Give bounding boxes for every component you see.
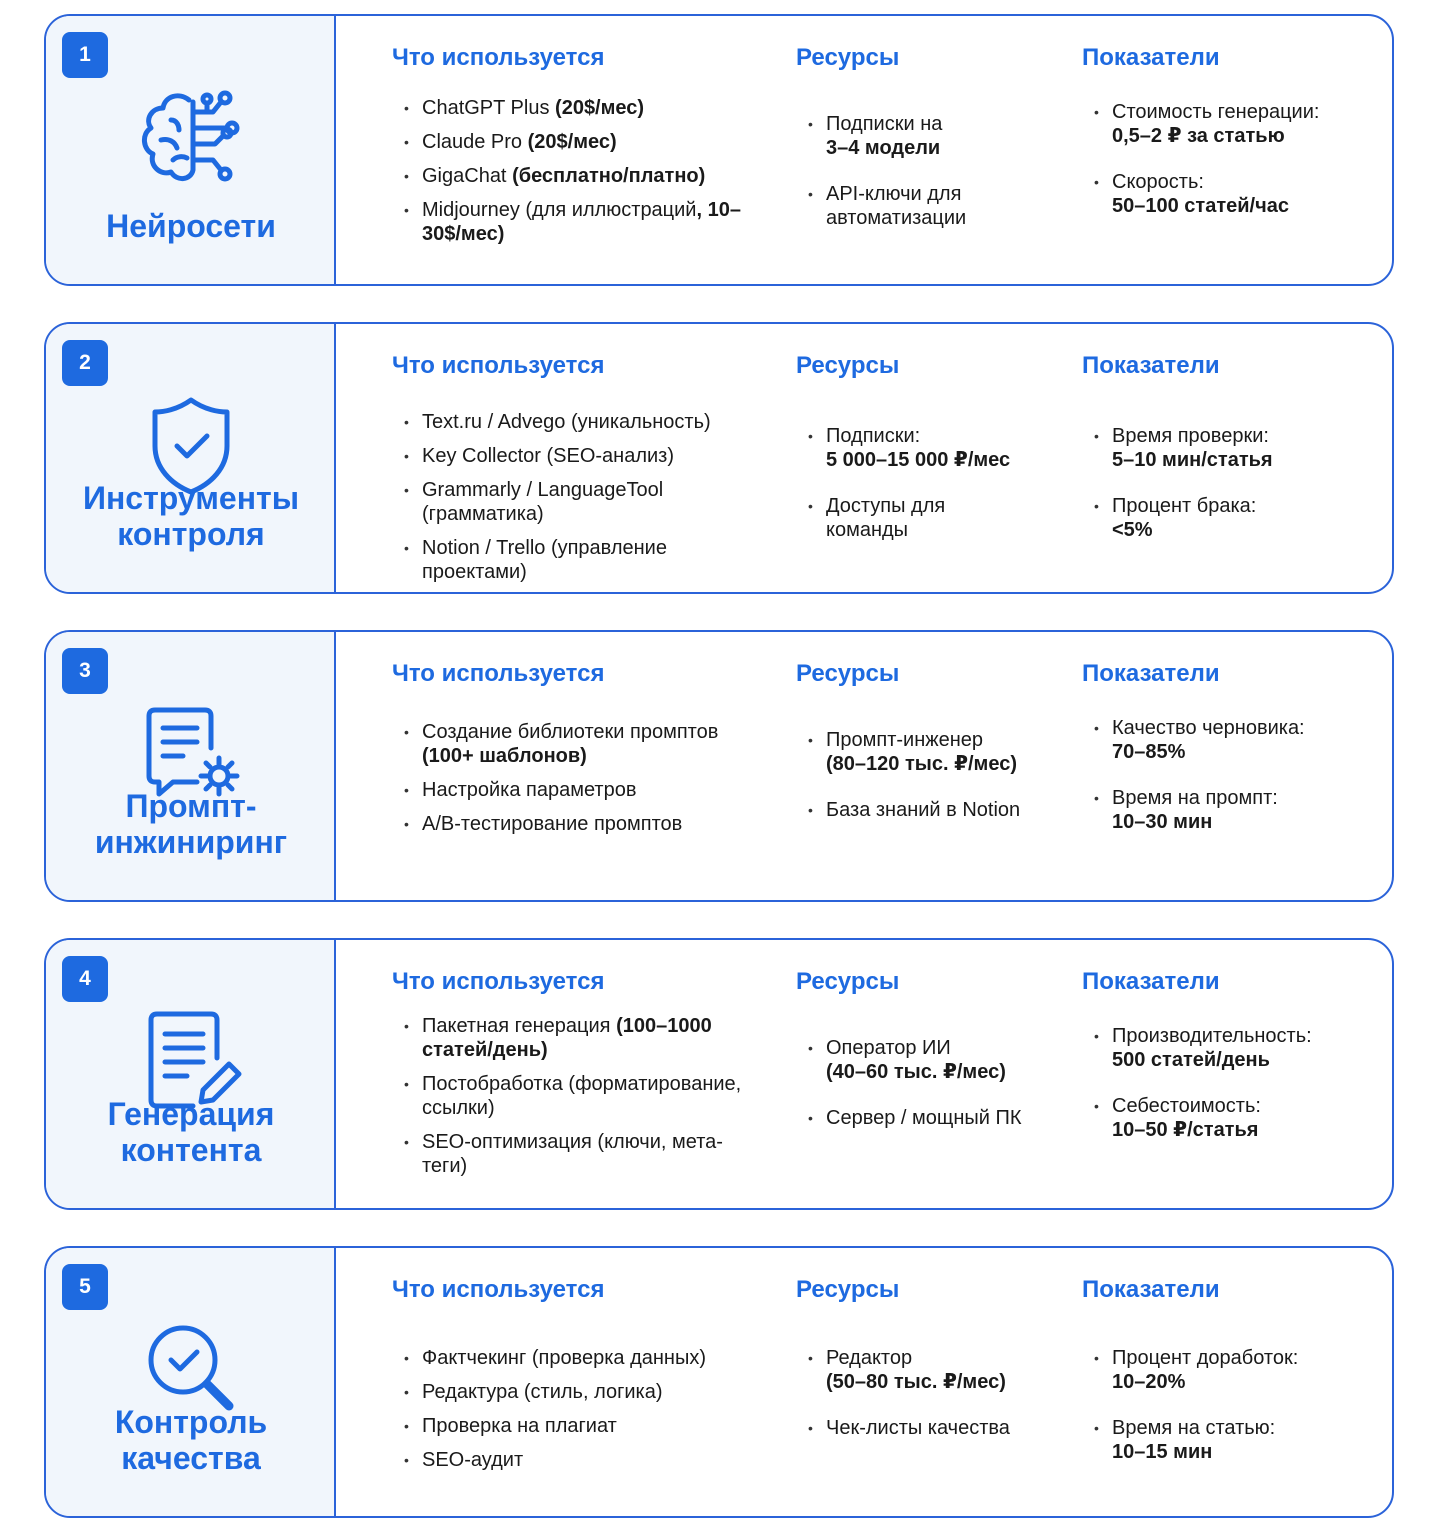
used-item	[392, 1130, 762, 1178]
indicators-column	[1082, 1248, 1392, 1516]
used-item-text: Claude Pro	[422, 131, 528, 153]
ind-item	[1082, 1346, 1352, 1394]
stage-panel	[46, 324, 336, 592]
res-item	[796, 112, 1026, 160]
used-item	[392, 1072, 762, 1120]
used-item	[392, 410, 762, 434]
used-item-text: A/B-тестирование промптов	[422, 813, 683, 835]
used-list	[392, 410, 762, 594]
ind-item-text: Качество черновика:	[1112, 717, 1305, 739]
resources-column	[796, 940, 1066, 1208]
column-heading: Что используется	[392, 1276, 605, 1303]
used-list	[392, 96, 762, 256]
used-item-value: , 10–30$/мес)	[422, 199, 741, 245]
used-item	[392, 720, 762, 768]
res-item-value: 3–4 модели	[826, 137, 941, 159]
used-item-value: (100–1000 статей/день)	[422, 1015, 712, 1061]
ind-item	[1082, 1024, 1352, 1072]
ind-list	[1082, 1346, 1352, 1486]
res-item-text: Доступы для команды	[826, 495, 946, 541]
ind-item-text: Себестоимость:	[1112, 1095, 1261, 1117]
column-heading: Показатели	[1082, 968, 1220, 995]
stage-title-line: контента	[120, 1132, 262, 1168]
ind-list	[1082, 424, 1352, 564]
res-item	[796, 1346, 1026, 1394]
res-item	[796, 182, 1026, 230]
used-item-text: Text.ru / Advego (уникальность)	[422, 411, 711, 433]
used-item	[392, 478, 762, 526]
used-item-text: Настройка параметров	[422, 779, 637, 801]
indicators-column	[1082, 940, 1392, 1208]
ind-list	[1082, 716, 1352, 856]
ind-item	[1082, 170, 1352, 218]
stage-title	[46, 788, 336, 860]
used-item	[392, 96, 762, 120]
resources-column	[796, 324, 1066, 592]
stage-number-badge: 3	[62, 648, 108, 694]
ind-item-text: Время на промпт:	[1112, 787, 1278, 809]
stage-title-line: Нейросети	[106, 208, 276, 244]
used-item	[392, 444, 762, 468]
stage-panel	[46, 1248, 336, 1516]
used-item-text: Постобработка (форматирование, ссылки)	[422, 1073, 742, 1119]
used-item	[392, 1448, 762, 1472]
ind-item-value: 5–10 мин/статья	[1112, 449, 1273, 471]
used-item-text: Пакетная генерация	[422, 1015, 617, 1037]
res-list	[796, 112, 1026, 252]
res-item-text: Редактор	[826, 1347, 913, 1369]
res-item-text: Чек-листы качества	[826, 1417, 1010, 1439]
res-item-text: Подписки:	[826, 425, 921, 447]
stage-panel	[46, 940, 336, 1208]
used-item	[392, 536, 762, 584]
ind-item	[1082, 424, 1352, 472]
ind-item-text: Скорость:	[1112, 171, 1204, 193]
stage-title-line: контроля	[117, 516, 265, 552]
res-item	[796, 1036, 1026, 1084]
stage-card	[44, 322, 1394, 594]
column-heading: Что используется	[392, 352, 605, 379]
ind-item-value: 10–20%	[1112, 1371, 1186, 1393]
used-item-text: SEO-оптимизация (ключи, мета-теги)	[422, 1131, 723, 1177]
res-item	[796, 424, 1026, 472]
used-item-text: ChatGPT Plus	[422, 97, 556, 119]
column-heading: Показатели	[1082, 352, 1220, 379]
res-list	[796, 1036, 1026, 1152]
stage-title-line: Промпт-	[125, 788, 257, 824]
used-item-text: Создание библиотеки промптов	[422, 721, 719, 743]
res-item-value: (80–120 тыс. ₽/мес)	[826, 753, 1017, 775]
res-list	[796, 1346, 1026, 1462]
used-item	[392, 1380, 762, 1404]
used-item	[392, 812, 762, 836]
column-heading: Ресурсы	[796, 660, 900, 687]
indicators-column	[1082, 16, 1392, 284]
ind-item-text: Процент брака:	[1112, 495, 1257, 517]
used-item	[392, 1414, 762, 1438]
used-item-value: (20$/мес)	[527, 131, 617, 153]
used-item	[392, 778, 762, 802]
stage-title-line: качества	[121, 1440, 261, 1476]
stage-title-line: Контроль	[114, 1404, 268, 1440]
stage-title	[46, 480, 336, 552]
stage-title-line: Инструменты	[82, 480, 300, 516]
res-item-value: (50–80 тыс. ₽/мес)	[826, 1371, 1006, 1393]
res-item-value: (40–60 тыс. ₽/мес)	[826, 1061, 1006, 1083]
stage-number-badge: 1	[62, 32, 108, 78]
column-heading: Что используется	[392, 660, 605, 687]
column-heading: Ресурсы	[796, 44, 900, 71]
used-item-text: Key Collector (SEO-анализ)	[422, 445, 675, 467]
res-item	[796, 728, 1026, 776]
res-list	[796, 728, 1026, 844]
ind-list	[1082, 1024, 1352, 1164]
stage-card	[44, 630, 1394, 902]
used-column	[392, 1248, 802, 1516]
ind-item-value: 500 статей/день	[1112, 1049, 1270, 1071]
used-item-value: (100+ шаблонов)	[422, 745, 587, 767]
stage-number-badge: 4	[62, 956, 108, 1002]
ind-item	[1082, 494, 1352, 542]
column-heading: Ресурсы	[796, 968, 900, 995]
res-item	[796, 1106, 1026, 1130]
res-item	[796, 798, 1026, 822]
used-column	[392, 324, 802, 592]
stage-number-badge: 2	[62, 340, 108, 386]
resources-column	[796, 1248, 1066, 1516]
stage-card	[44, 938, 1394, 1210]
column-heading: Ресурсы	[796, 352, 900, 379]
used-item-text: Проверка на плагиат	[422, 1415, 617, 1437]
resources-column	[796, 16, 1066, 284]
used-column	[392, 16, 802, 284]
stage-card	[44, 1246, 1394, 1518]
ind-item-value: 10–30 мин	[1112, 811, 1213, 833]
res-item-text: Подписки на	[826, 113, 943, 135]
ind-list	[1082, 100, 1352, 240]
indicators-column	[1082, 324, 1392, 592]
ind-item-text: Время проверки:	[1112, 425, 1269, 447]
res-list	[796, 424, 1026, 564]
used-item	[392, 130, 762, 154]
used-item	[392, 1014, 762, 1062]
res-item	[796, 1416, 1026, 1440]
used-item	[392, 164, 762, 188]
ind-item	[1082, 1094, 1352, 1142]
res-item	[796, 494, 1026, 542]
stage-title-line: инжиниринг	[94, 824, 288, 860]
column-heading: Показатели	[1082, 660, 1220, 687]
used-item-text: Midjourney (для иллюстраций	[422, 199, 697, 221]
res-item-text: API-ключи для автоматизации	[826, 183, 967, 229]
column-heading: Что используется	[392, 44, 605, 71]
used-item	[392, 1346, 762, 1370]
column-heading: Показатели	[1082, 44, 1220, 71]
used-item-text: Notion / Trello (управление проектами)	[422, 537, 667, 583]
ind-item-text: Процент доработок:	[1112, 1347, 1299, 1369]
brain-circuit-icon	[131, 78, 251, 198]
used-column	[392, 940, 802, 1208]
used-item	[392, 198, 762, 246]
ind-item-value: 10–50 ₽/статья	[1112, 1119, 1259, 1141]
ind-item-text: Производительность:	[1112, 1025, 1312, 1047]
indicators-column	[1082, 632, 1392, 900]
ind-item	[1082, 716, 1352, 764]
stage-panel	[46, 632, 336, 900]
stage-title	[46, 1404, 336, 1476]
ind-item	[1082, 786, 1352, 834]
stage-number-badge: 5	[62, 1264, 108, 1310]
used-item-text: Редактура (стиль, логика)	[422, 1381, 663, 1403]
ind-item-value: 70–85%	[1112, 741, 1186, 763]
used-item-text: Grammarly / LanguageTool (грамматика)	[422, 479, 664, 525]
resources-column	[796, 632, 1066, 900]
stage-title	[46, 1096, 336, 1168]
ind-item-text: Стоимость генерации:	[1112, 101, 1320, 123]
stage-panel	[46, 16, 336, 284]
used-list	[392, 1346, 762, 1482]
ind-item-value: 50–100 статей/час	[1112, 195, 1289, 217]
used-item-text: GigaChat	[422, 165, 513, 187]
stage-title	[46, 208, 336, 244]
used-column	[392, 632, 802, 900]
ind-item-text: Время на статью:	[1112, 1417, 1276, 1439]
ind-item-value: 0,5–2 ₽ за статью	[1112, 125, 1285, 147]
res-item-text: Оператор ИИ	[826, 1037, 951, 1059]
res-item-text: База знаний в Notion	[826, 799, 1021, 821]
used-list	[392, 1014, 762, 1188]
column-heading: Ресурсы	[796, 1276, 900, 1303]
ind-item	[1082, 100, 1352, 148]
ind-item-value: 10–15 мин	[1112, 1441, 1213, 1463]
res-item-text: Промпт-инженер	[826, 729, 984, 751]
ind-item-value: <5%	[1112, 519, 1153, 541]
used-item-value: (20$/мес)	[555, 97, 645, 119]
used-item-text: SEO-аудит	[422, 1449, 524, 1471]
res-item-text: Сервер / мощный ПК	[826, 1107, 1022, 1129]
used-item-value: (бесплатно/платно)	[512, 165, 706, 187]
used-item-text: Фактчекинг (проверка данных)	[422, 1347, 706, 1369]
column-heading: Что используется	[392, 968, 605, 995]
ind-item	[1082, 1416, 1352, 1464]
res-item-value: 5 000–15 000 ₽/мес	[826, 449, 1011, 471]
column-heading: Показатели	[1082, 1276, 1220, 1303]
used-list	[392, 720, 762, 846]
stage-title-line: Генерация	[107, 1096, 275, 1132]
stage-card	[44, 14, 1394, 286]
